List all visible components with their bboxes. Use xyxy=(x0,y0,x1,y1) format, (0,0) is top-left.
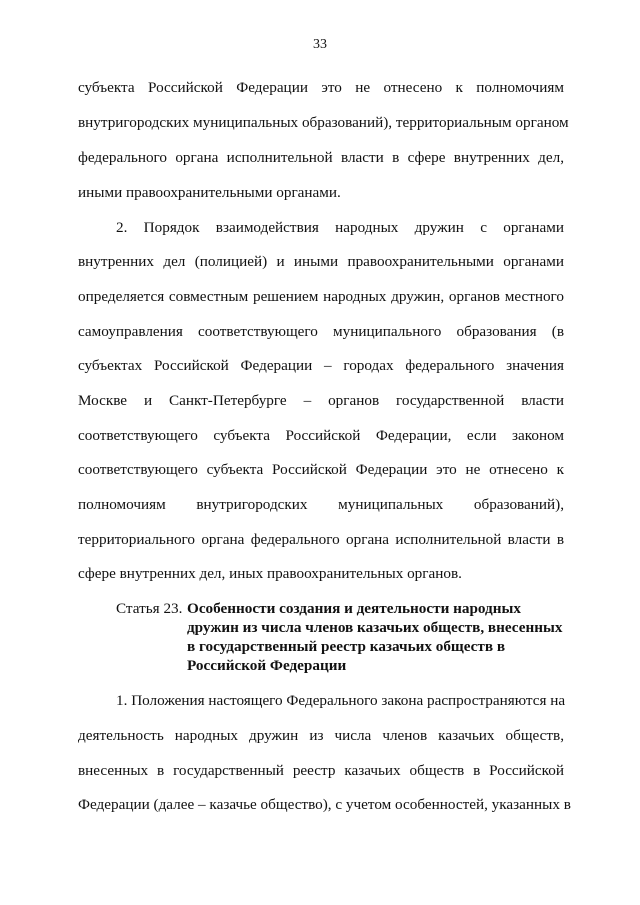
paragraph-2-line-3: определяется совместным решением народных дружин, органов местного xyxy=(78,288,564,305)
paragraph-2-line-11: сфере внутренних дел, иных правоохранительных органов. xyxy=(78,565,462,582)
article-title-line-3: в государственный реестр казачьих обществ в xyxy=(187,638,506,655)
paragraph-2-line-1: 2. Порядок взаимодействия народных дружин с органами xyxy=(116,219,564,236)
paragraph-3-line-1: 1. Положения настоящего Федерального закона распространяются на xyxy=(116,692,566,709)
article-title-line-1: Особенности создания и деятельности народных xyxy=(187,600,521,617)
paragraph-2-line-4: самоуправления соответствующего муниципального образования (в xyxy=(78,323,564,340)
paragraph-2-line-7: соответствующего субъекта Российской Федерации, если законом xyxy=(78,427,564,444)
paragraph-1-line-2: внутригородских муниципальных образований), территориальным органом xyxy=(78,114,569,131)
paragraph-2-line-8: соответствующего субъекта Российской Федерации это не отнесено к xyxy=(78,461,564,478)
paragraph-2-line-2: внутренних дел (полицией) и иными правоохранительными органами xyxy=(78,253,564,270)
paragraph-2-line-5: субъектах Российской Федерации – городах федерального значения xyxy=(78,357,564,374)
paragraph-3-line-2: деятельность народных дружин из числа членов казачьих обществ, xyxy=(78,727,564,744)
page-number: 33 xyxy=(313,37,327,52)
article-title-line-4: Российской Федерации xyxy=(187,657,347,674)
article-title-line-2: дружин из числа членов казачьих обществ, внесенных xyxy=(187,619,563,636)
paragraph-3-line-3: внесенных в государственный реестр казачьих обществ в Российской xyxy=(78,762,564,779)
paragraph-2-line-9: полномочиям внутригородских муниципальных образований), xyxy=(78,496,564,513)
paragraph-1-line-1: субъекта Российской Федерации это не отнесено к полномочиям xyxy=(78,79,564,96)
paragraph-2-line-6: Москве и Санкт-Петербурге – органов государственной власти xyxy=(78,392,564,409)
paragraph-3-line-4: Федерации (далее – казачье общество), с учетом особенностей, указанных в xyxy=(78,796,571,813)
article-label: Статья 23. xyxy=(116,600,183,617)
paragraph-1-line-3: федерального органа исполнительной власти в сфере внутренних дел, xyxy=(78,149,564,166)
paragraph-2-line-10: территориального органа федерального органа исполнительной власти в xyxy=(78,531,564,548)
paragraph-1-line-4: иными правоохранительными органами. xyxy=(78,184,341,201)
